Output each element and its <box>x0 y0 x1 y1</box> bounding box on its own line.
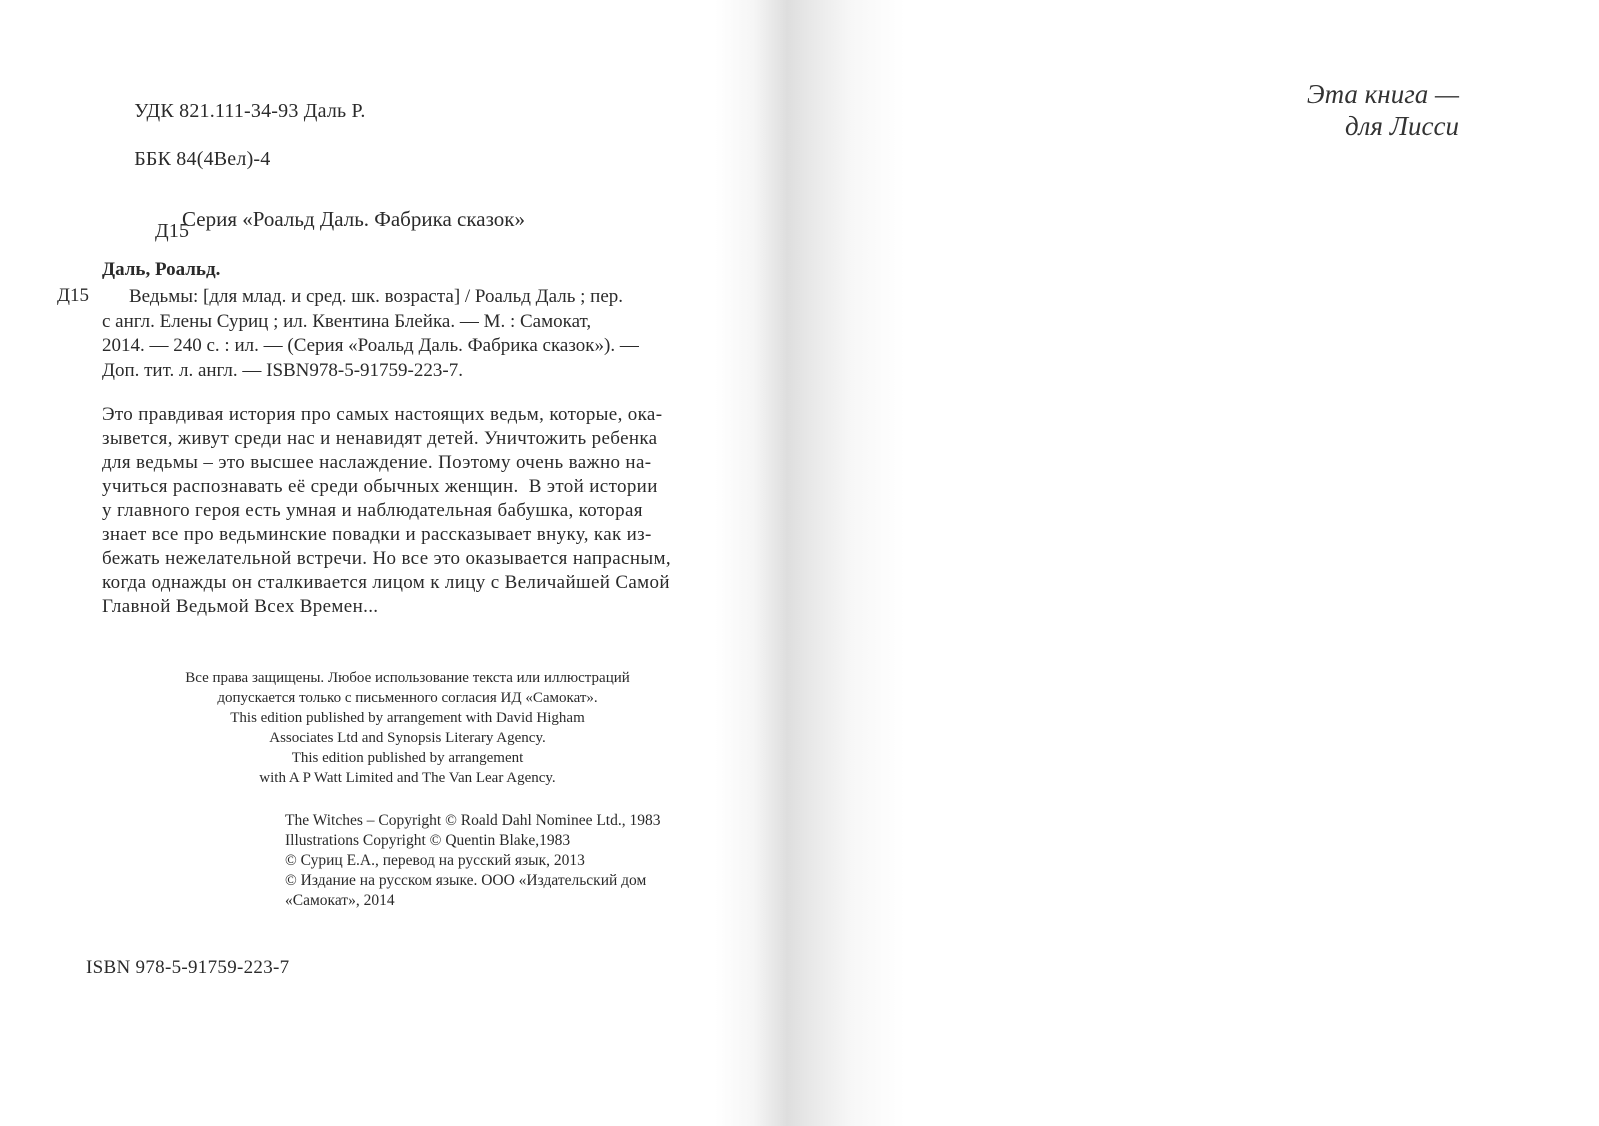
bibliographic-entry <box>102 285 702 383</box>
isbn: ISBN 978-5-91759-223-7 <box>86 957 290 978</box>
abstract-line: учиться распознавать её среди обычных женщин. В этой истории <box>102 476 658 497</box>
author-name: Даль, Роальд. <box>102 259 221 280</box>
abstract-line: когда однажды он сталкивается лицом к лицу с Величайшей Самой <box>102 572 670 593</box>
abstract <box>102 403 714 619</box>
biblio-line: 2014. — 240 с. : ил. — (Серия «Роальд Даль. Фабрика сказок»). — <box>102 335 639 356</box>
rights-line: Все права защищены. Любое использование текста или иллюстраций <box>185 670 630 686</box>
abstract-line: Главной Ведьмой Всех Времен... <box>102 596 379 617</box>
left-page <box>0 0 770 1126</box>
rights-line: This edition published by arrangement <box>291 750 524 766</box>
biblio-line: с англ. Елены Суриц ; ил. Квентина Блейка. — М. : Самокат, <box>102 310 592 332</box>
copyright-line: The Witches – Copyright © Roald Dahl Nominee Ltd., 1983 <box>285 812 661 829</box>
copyright-line: «Самокат», 2014 <box>285 892 395 909</box>
abstract-line: у главного героя есть умная и наблюдательная бабушка, которая <box>102 500 643 521</box>
dedication <box>1307 78 1459 142</box>
bbk-line: ББК 84(4Вел)-4 <box>134 148 271 170</box>
abstract-line: знает все про ведьминские повадки и рассказывает внуку, как из- <box>102 524 652 545</box>
dedication-line: Эта книга — <box>1306 79 1459 109</box>
rights-line: This edition published by arrangement with David Higham <box>230 710 585 726</box>
copyright-line: © Суриц Е.А., перевод на русский язык, 2013 <box>285 852 585 869</box>
biblio-line: Доп. тит. л. англ. — ISBN978-5-91759-223-7. <box>102 359 463 381</box>
abstract-line: для ведьмы – это высшее наслаждение. Поэтому очень важно на- <box>102 452 652 473</box>
rights-notice <box>140 668 675 788</box>
dedication-line: для Лисси <box>1345 111 1459 141</box>
author-mark: Д15 <box>155 220 190 242</box>
udk-line: УДК 821.111-34-93 Даль Р. <box>134 100 366 122</box>
copyright-line: © Издание на русском языке. ООО «Издательский дом <box>285 872 647 889</box>
abstract-line: Это правдивая история про самых настоящих ведьм, которые, ока- <box>102 404 663 425</box>
rights-line: with A P Watt Limited and The Van Lear Agency. <box>259 770 556 786</box>
right-page <box>905 0 1599 1126</box>
series-title: Серия «Роальд Даль. Фабрика сказок» <box>182 207 525 231</box>
rights-line: Associates Ltd and Synopsis Literary Agency. <box>269 730 546 746</box>
abstract-line: зывется, живут среди нас и ненавидят детей. Уничтожить ребенка <box>102 428 658 449</box>
rights-line: допускается только с письменного согласия ИД «Самокат». <box>217 690 598 706</box>
book-gutter-shadow <box>715 0 905 1126</box>
biblio-line: Ведьмы: [для млад. и сред. шк. возраста] / Роальд Даль ; пер. <box>129 286 624 307</box>
copyright-block <box>285 811 661 911</box>
author-code: Д15 <box>57 285 89 306</box>
abstract-line: бежать нежелательной встречи. Но все это оказывается напрасным, <box>102 548 671 569</box>
copyright-line: Illustrations Copyright © Quentin Blake,1983 <box>285 832 571 849</box>
